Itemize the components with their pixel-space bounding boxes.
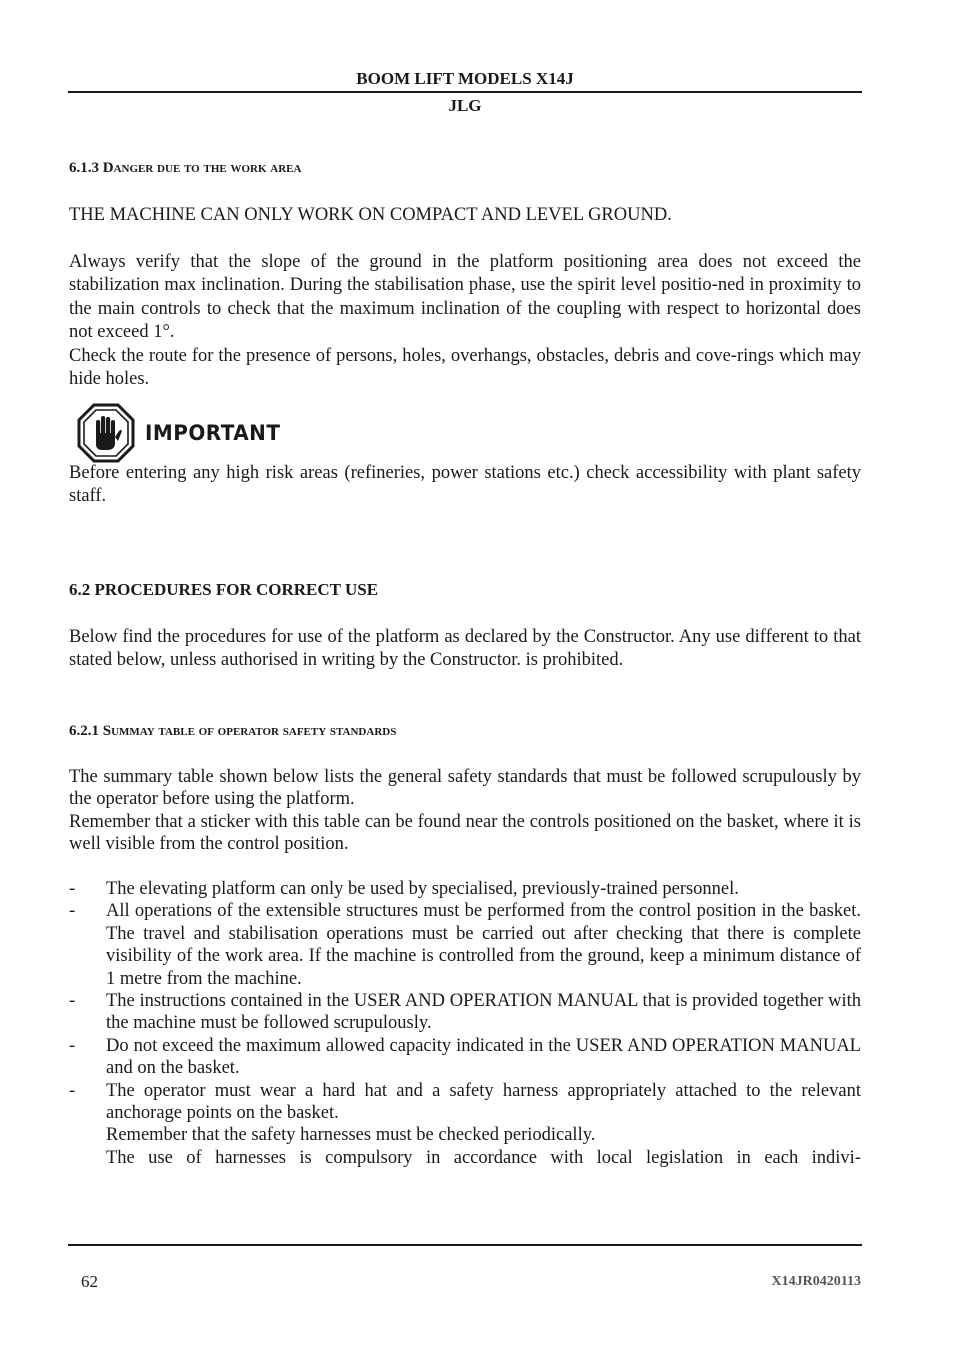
bullet-dash: - [69, 991, 76, 1012]
page-number: 62 [81, 1272, 98, 1291]
important-label: IMPORTANT [145, 421, 281, 445]
header-divider [68, 91, 862, 93]
bullet-dash: - [69, 1035, 76, 1056]
safety-standards-list [69, 878, 861, 1169]
header-brand: JLG [448, 96, 482, 115]
list-item-text: The operator must wear a hard hat and a safety harness appropriately attached to the relevant anchorage points on the basket. [106, 1080, 861, 1124]
section-62-paragraph: Below find the procedures for use of the platform as declared by the Constructor. Any use different to that stated below, unless authorised in writing by the Constructor. is prohibited. [69, 627, 861, 671]
section-613-paragraph-1: Always verify that the slope of the ground in the platform positioning area does not exceed the stabilization max inclination. During the stabilisation phase, use the spirit level positio-ned in proximity to the main controls to check that the maximum inclination of the coupling with respect to horizontal does not exceed 1°. [69, 252, 861, 342]
list-item [69, 878, 861, 900]
document-code: X14JR0420113 [771, 1274, 861, 1289]
section-621-paragraph-1: The summary table shown below lists the general safety standards that must be followed scrupulously by the operator before using the platform. [69, 767, 861, 810]
bullet-dash: - [69, 901, 76, 922]
section-613-caps-statement: THE MACHINE CAN ONLY WORK ON COMPACT AND LEVEL GROUND. [69, 205, 672, 225]
important-text: Before entering any high risk areas (refineries, power stations etc.) check accessibility with plant safety staff. [69, 463, 861, 507]
stop-hand-icon [77, 403, 135, 463]
list-item-text: Remember that the safety harnesses must be checked periodically. [106, 1125, 596, 1146]
bullet-dash: - [69, 879, 76, 899]
list-item [69, 900, 861, 990]
section-62-heading: 6.2 PROCEDURES FOR CORRECT USE [69, 580, 379, 599]
list-item [69, 1080, 861, 1170]
list-item-text: Do not exceed the maximum allowed capacity indicated in the USER AND OPERATION MANUAL and on the basket. [106, 1035, 861, 1079]
list-item-text: The use of harnesses is compulsory in accordance with local legislation in each indivi- [106, 1147, 861, 1168]
section-613-paragraph-2: Check the route for the presence of persons, holes, overhangs, obstacles, debris and cove-rings which may hide holes. [69, 346, 861, 390]
list-item [69, 1035, 861, 1080]
footer-divider [68, 1244, 862, 1246]
header-title: BOOM LIFT MODELS X14J [356, 69, 574, 88]
list-item [69, 990, 861, 1035]
important-notice [77, 402, 288, 464]
list-item-text: The elevating platform can only be used by specialised, previously-trained personnel. [106, 879, 739, 899]
section-621-heading: 6.2.1 Summay table of operator safety standards [69, 723, 397, 739]
section-613-heading: 6.1.3 Danger due to the work area [69, 160, 302, 176]
section-621-paragraph-2: Remember that a sticker with this table can be found near the controls positioned on the basket, where it is well visible from the control position. [69, 812, 861, 855]
list-item-text: The instructions contained in the USER AND OPERATION MANUAL that is provided together with the machine must be followed scrupulously. [106, 991, 861, 1034]
list-item-text: All operations of the extensible structures must be performed from the control position in the basket. The travel and stabilisation operations must be carried out after checking that there is complete visibility of the work area. If the machine is controlled from the ground, keep a minimum distance of 1 metre from the machine. [106, 901, 861, 989]
bullet-dash: - [69, 1080, 76, 1101]
